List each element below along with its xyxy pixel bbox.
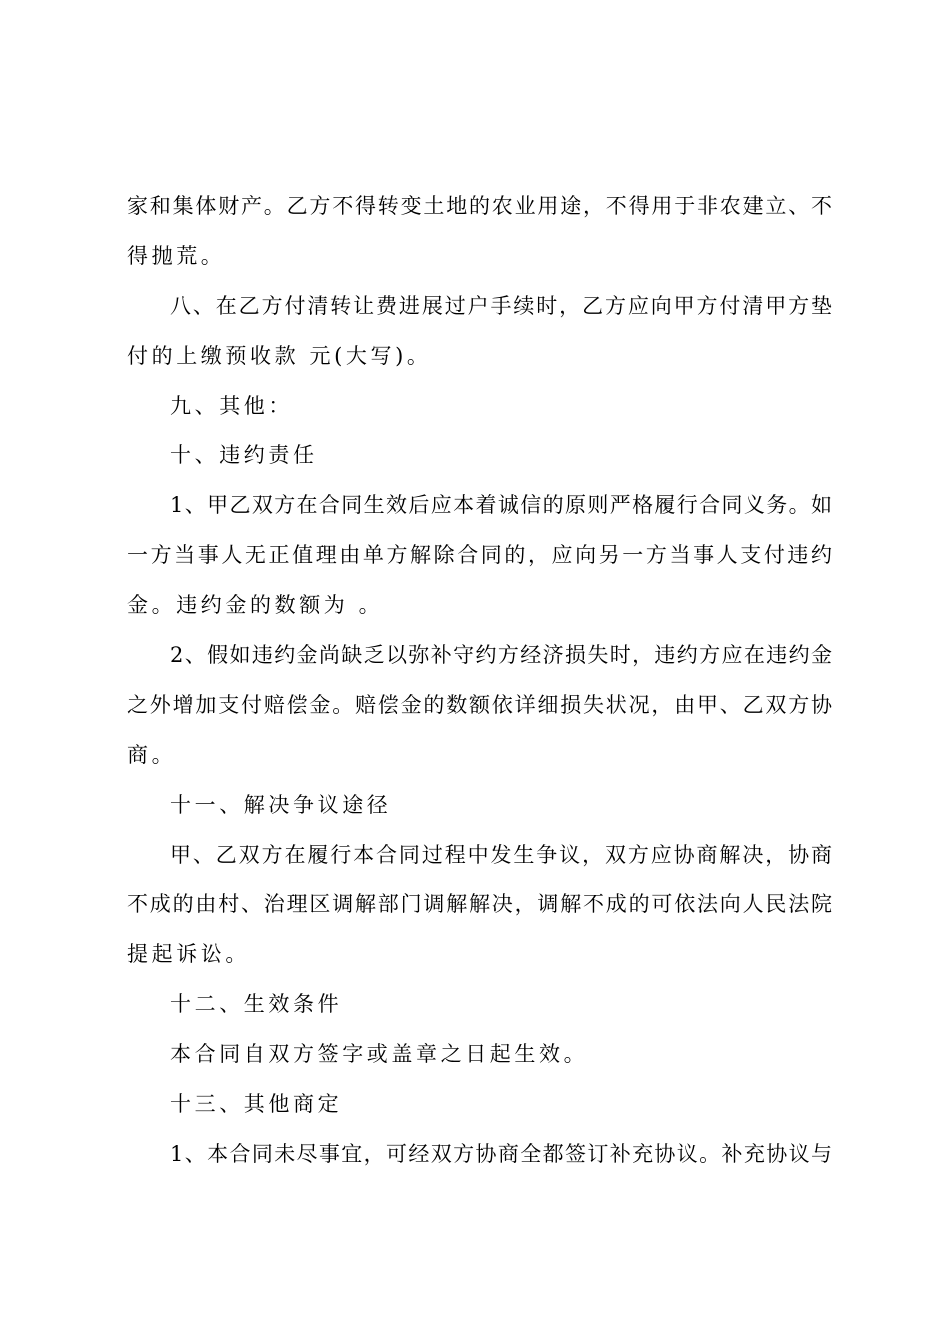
section-13-heading: 十三、其他商定 (170, 1092, 343, 1116)
section-9-heading: 九、其他： (170, 394, 293, 418)
section-12-body: 本合同自双方签字或盖章之日起生效。 (170, 1042, 589, 1066)
paragraph-line: 一方当事人无正值理由单方解除合同的，应向另一方当事人支付违约 (127, 543, 832, 567)
section-12-heading: 十二、生效条件 (170, 992, 343, 1016)
clause-13-1-line: 1、本合同未尽事宜，可经双方协商全都签订补充协议。补充协议与 (170, 1142, 832, 1166)
section-10-heading: 十、违约责任 (170, 443, 318, 467)
paragraph-line: 之外增加支付赔偿金。赔偿金的数额依详细损失状况，由甲、乙双方协 (127, 693, 832, 717)
paragraph-line: 商。 (127, 743, 177, 767)
paragraph-line: 金。违约金的数额为 。 (127, 593, 384, 617)
clause-10-1-line: 1、甲乙双方在合同生效后应本着诚信的原则严格履行合同义务。如 (170, 493, 832, 517)
clause-10-2-line: 2、假如违约金尚缺乏以弥补守约方经济损失时，违约方应在违约金 (170, 643, 832, 667)
paragraph-line: 不成的由村、治理区调解部门调解解决，调解不成的可依法向人民法院 (127, 892, 832, 916)
paragraph-line: 家和集体财产。乙方不得转变土地的农业用途，不得用于非农建立、不 (127, 194, 832, 218)
section-11-body-line: 甲、乙双方在履行本合同过程中发生争议，双方应协商解决，协商 (170, 843, 832, 867)
paragraph-line: 付的上缴预收款 元(大写)。 (127, 344, 432, 368)
section-8-line: 八、在乙方付清转让费进展过户手续时，乙方应向甲方付清甲方垫 (170, 294, 832, 318)
paragraph-line: 提起诉讼。 (127, 942, 250, 966)
paragraph-line: 得抛荒。 (127, 244, 226, 268)
section-11-heading: 十一、解决争议途径 (170, 793, 392, 817)
